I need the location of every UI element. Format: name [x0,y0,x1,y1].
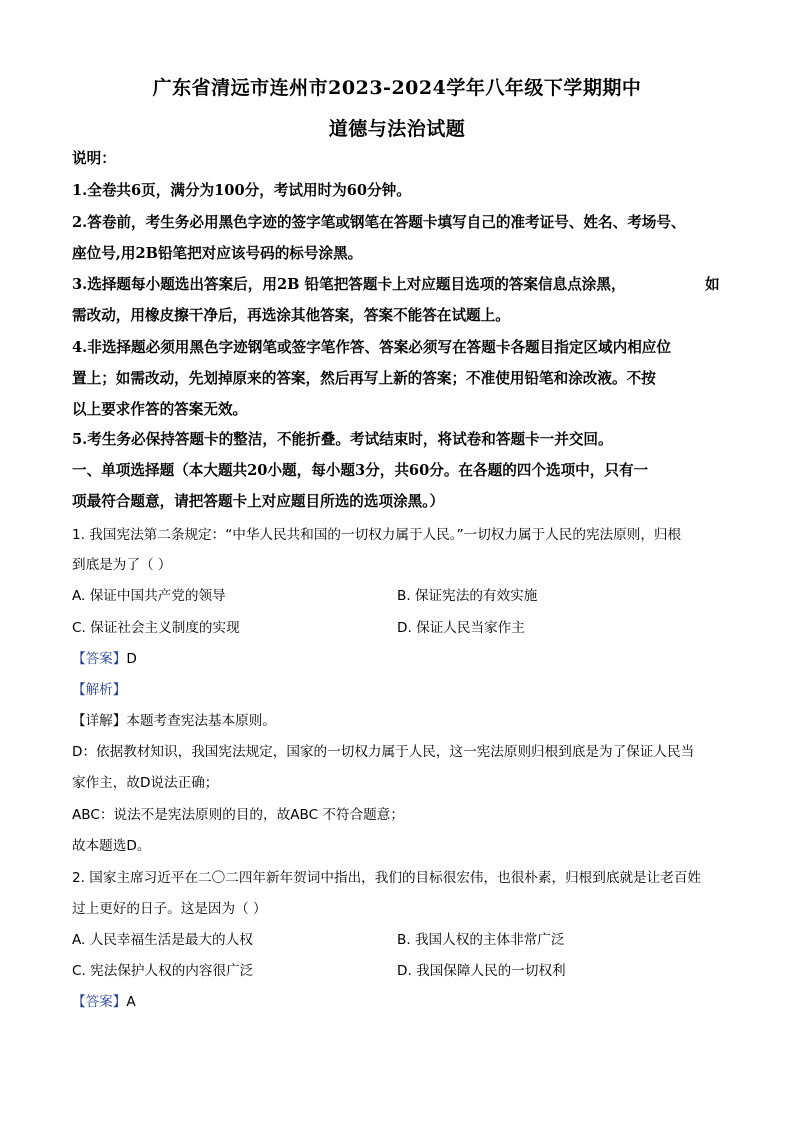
q1-stem-line-1: 1. 我国宪法第二条规定：“中华人民共和国的一切权力属于人民。”一切权力属于人民的宪法原则，归根 [72,527,682,543]
analysis-tag: 【解析】 [72,682,127,698]
instruction-item-5: 5.考生务必保持答题卡的整洁，不能折叠。考试结束时，将试卷和答题卡一并交回。 [72,431,613,448]
q1-detail-text: 本题考查宪法基本原则。 [126,713,276,729]
q1-answer-line [72,649,722,669]
instruction-item-4-line-3: 以上要求作答的答案无效。 [72,401,248,418]
q2-answer-line [72,992,722,1012]
q1-option-a: A. 保证中国共产党的领导 [72,588,226,604]
instruction-item-1: 1.全卷共6页，满分为100分，考试用时为60分钟。 [72,182,411,199]
instruction-item-3-line-1-end: 如 [705,276,720,293]
q1-explanation-line-2: 家作主，故D说法正确； [72,775,219,791]
q2-option-b: B. 我国人权的主体非常广泛 [397,932,565,948]
q2-option-a: A. 人民幸福生活是最大的人权 [72,932,253,948]
q1-option-c: C. 保证社会主义制度的实现 [72,620,240,636]
answer-tag: 【答案】 [72,651,127,667]
q1-answer-value: D [126,651,137,667]
q2-stem-line-2: 过上更好的日子。这是因为（ ） [72,901,267,917]
document-title: 广东省清远市连州市2023-2024学年八年级下学期期中 [152,77,642,99]
instruction-item-4-line-1: 4.非选择题必须用黑色字迹钢笔或签字笔作答、答案必须写在答题卡各题目指定区域内相应位 [72,339,671,356]
q1-option-d: D. 保证人民当家作主 [397,620,525,636]
q1-option-b: B. 保证宪法的有效实施 [397,588,538,604]
instructions-heading: 说明： [72,150,116,167]
q2-answer-value: A [126,994,136,1010]
detail-tag: 【详解】 [72,713,127,729]
instruction-item-2-line-1: 2.答卷前，考生务必用黑色字迹的签字笔或钢笔在答题卡填写自己的准考证号、姓名、考场号、 [72,214,686,231]
instruction-item-2-line-2: 座位号,用2B铅笔把对应该号码的标号涂黑。 [72,245,363,262]
instruction-item-3-line-1: 3.选择题每小题选出答案后，用2B 铅笔把答题卡上对应题目选项的答案信息点涂黑， [72,276,626,293]
q1-stem-line-2: 到底是为了（ ） [72,557,172,573]
instruction-item-3-line-2: 需改动，用橡皮擦干净后，再选涂其他答案，答案不能答在试题上。 [72,307,510,324]
q2-option-d: D. 我国保障人民的一切权利 [397,963,566,979]
q2-option-c: C. 宪法保护人权的内容很广泛 [72,963,254,979]
instruction-item-4-line-2: 置上；如需改动，先划掉原来的答案，然后再写上新的答案；不准使用铅笔和涂改液。不按 [72,370,656,387]
section-heading-line-1: 一、单项选择题（本大题共20小题，每小题3分，共60分。在各题的四个选项中，只有一 [72,462,649,479]
answer-tag: 【答案】 [72,994,127,1010]
section-heading-line-2: 项最符合题意，请把答题卡上对应题目所选的选项涂黑。） [72,493,445,510]
q1-analysis-line [72,680,722,700]
q2-stem-line-1: 2. 国家主席习近平在二〇二四年新年贺词中指出，我们的目标很宏伟，也很朴素，归根到底就是让老百姓 [72,870,702,886]
q1-explanation-line-3: ABC：说法不是宪法原则的目的，故ABC 不符合题意； [72,807,404,823]
q1-detail-line [72,711,722,731]
q1-explanation-line-1: D：依据教材知识，我国宪法规定，国家的一切权力属于人民，这一宪法原则归根到底是为了保证人民当 [72,744,695,760]
document-subtitle: 道德与法治试题 [328,118,466,140]
q1-explanation-line-4: 故本题选D。 [72,838,151,854]
